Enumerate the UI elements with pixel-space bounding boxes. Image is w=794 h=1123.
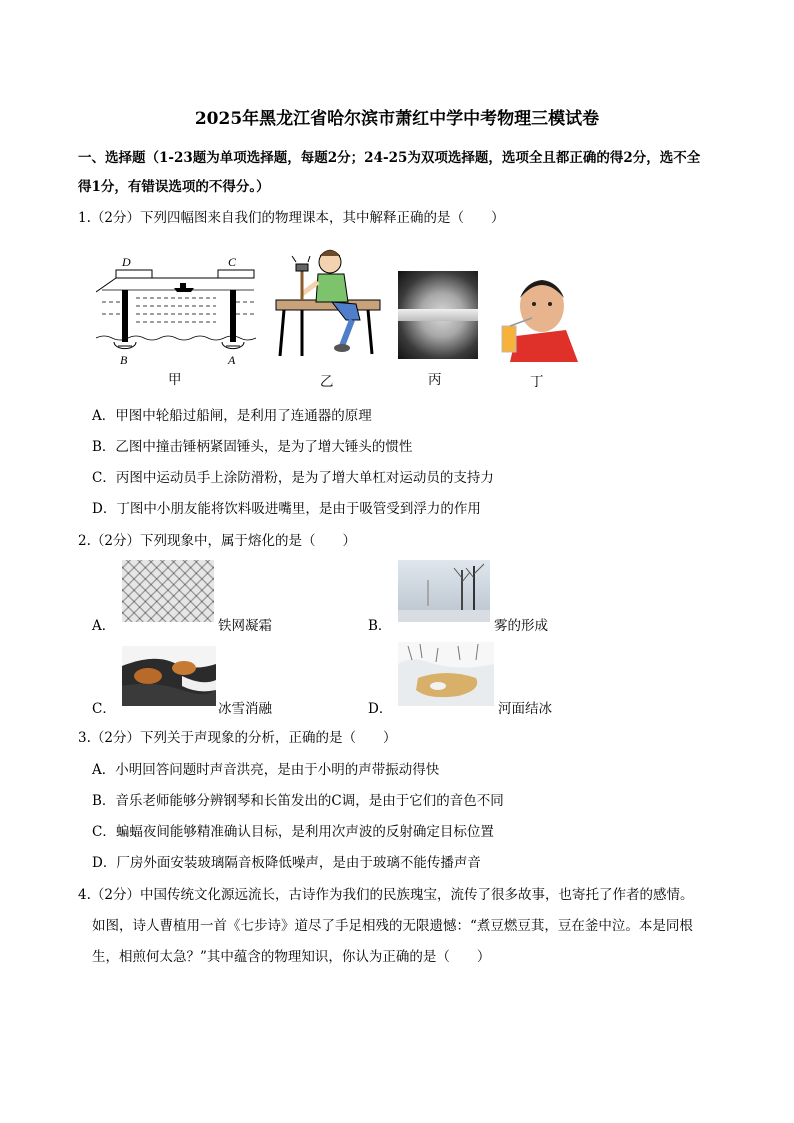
q2-option-d-caption: 河面结冰 [498,701,552,717]
q2-option-c-caption: 冰雪消融 [218,701,272,717]
q1-option-a: A．甲图中轮船过船闸，是利用了连通器的原理 [92,408,372,424]
q1-option-d: D．丁图中小朋友能将饮料吸进嘴里，是由于吸管受到浮力的作用 [92,501,481,517]
q1-stem: 1.（2分）下列四幅图来自我们的物理课本，其中解释正确的是（ ） [78,210,505,226]
q1-option-b: B．乙图中撞击锤柄紧固锤头，是为了增大锤头的惯性 [92,439,413,455]
figure-label-jia: 甲 [168,372,182,388]
fog-photo [398,560,490,622]
hammer-figure [272,246,384,358]
q3-stem: 3.（2分）下列关于声现象的分析，正确的是（ ） [78,730,397,746]
q2-stem: 2.（2分）下列现象中，属于熔化的是（ ） [78,533,356,549]
q2-option-c-letter: C． [92,701,116,717]
page-title: 2025年黑龙江省哈尔滨市萧红中学中考物理三模试卷 [194,109,600,129]
q4-stem-line2: 如图，诗人曹植用一首《七步诗》道尽了手足相残的无限遗憾：“煮豆燃豆萁，豆在釜中泣。本是同根 [92,918,693,934]
figure-label-ding: 丁 [530,374,544,390]
q2-option-b-caption: 雾的形成 [494,618,548,634]
chalk-hands-photo [398,271,478,359]
q3-option-a: A．小明回答问题时声音洪亮，是由于小明的声带振动得快 [92,762,440,778]
canal-label-c: C [228,255,237,269]
figure-label-yi: 乙 [320,374,334,390]
q1-option-c: C．丙图中运动员手上涂防滑粉，是为了增大单杠对运动员的支持力 [92,470,494,486]
canal-label-b: B [120,353,128,367]
q2-option-d-letter: D． [368,701,393,717]
frost-wire-photo [122,560,214,622]
q3-option-d: D．厂房外面安装玻璃隔音板降低噪声，是由于玻璃不能传播声音 [92,855,481,871]
q2-option-b-letter: B． [368,618,392,634]
section-header-line2: 得1分，有错误选项的不得分。） [78,179,270,195]
q4-stem-line3: 生，相煎何太急？”其中蕴含的物理知识，你认为正确的是（ ） [92,949,491,965]
child-straw-photo [496,268,578,362]
q2-option-a-letter: A． [92,618,116,634]
q3-option-c: C．蝙蝠夜间能够精准确认目标，是利用次声波的反射确定目标位置 [92,824,494,840]
canal-label-d: D [122,255,131,269]
canal-label-a: A [228,353,236,367]
figure-label-bing: 丙 [428,372,442,388]
q4-stem-line1: 4.（2分）中国传统文化源远流长，古诗作为我们的民族瑰宝，流传了很多故事，也寄托了作者的感情。 [78,887,694,903]
frozen-river-photo [398,642,494,706]
q3-option-b: B．音乐老师能够分辨钢琴和长笛发出的C调，是由于它们的音色不同 [92,793,504,809]
q2-option-a-caption: 铁网凝霜 [218,618,272,634]
melting-snow-photo [122,646,216,706]
canal-lock-figure [96,254,258,370]
section-header-line1: 一、选择题（1-23题为单项选择题，每题2分；24-25为双项选择题，选项全且都正确的得2分，选不全 [78,150,701,166]
